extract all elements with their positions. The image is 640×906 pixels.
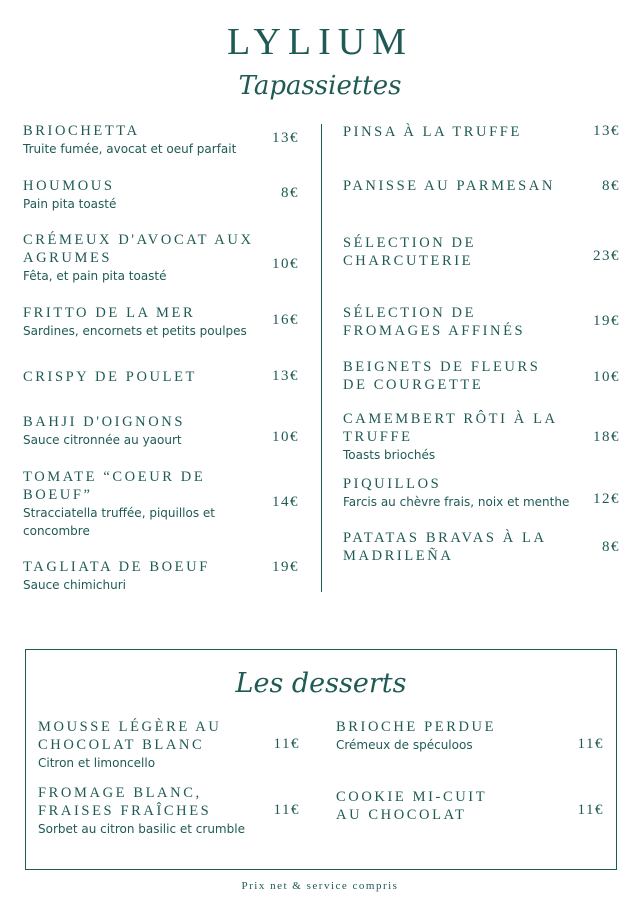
item-price: 19€ — [272, 559, 299, 575]
item-name: PINSA À LA TRUFFE — [343, 124, 522, 140]
menu-item-briochetta — [23, 122, 263, 158]
desserts-title: Les desserts — [235, 668, 407, 699]
item-price: 11€ — [273, 736, 300, 752]
item-name: TOMATE “COEUR DE BOEUF” — [23, 469, 206, 503]
item-description: Farcis au chèvre frais, noix et menthe — [343, 495, 570, 509]
menu-item-beignets — [343, 358, 563, 394]
item-name: CRÉMEUX D'AVOCAT AUX AGRUMES — [23, 232, 254, 266]
item-description: Pain pita toasté — [23, 197, 117, 211]
dessert-item-mousse — [38, 718, 263, 772]
item-price: 10€ — [593, 369, 620, 385]
menu-item-bahji — [23, 413, 263, 449]
item-name: CAMEMBERT RÔTI À LA TRUFFE — [343, 411, 557, 445]
item-description: Sorbet au citron basilic et crumble — [38, 822, 245, 836]
item-name: SÉLECTION DE FROMAGES AFFINÉS — [343, 305, 526, 339]
item-name: FRITTO DE LA MER — [23, 305, 196, 321]
menu-item-tomate — [23, 468, 238, 540]
item-description: Citron et limoncello — [38, 756, 156, 770]
item-description: Sauce chimichuri — [23, 578, 127, 592]
menu-item-camembert — [343, 410, 575, 464]
menu-item-charcuterie — [343, 234, 518, 270]
item-description: Sauce citronnée au yaourt — [23, 433, 182, 447]
menu-item-panisse — [343, 177, 581, 195]
footer-note: Prix net & service compris — [241, 880, 399, 892]
item-price: 8€ — [602, 178, 620, 194]
item-description: Sardines, encornets et petits poulpes — [23, 324, 247, 338]
item-price: 10€ — [272, 256, 299, 272]
menu-item-tagliata — [23, 558, 263, 594]
item-name: CRISPY DE POULET — [23, 369, 197, 385]
item-price: 11€ — [577, 802, 604, 818]
item-name: FROMAGE BLANC, FRAISES FRAÎCHES — [38, 785, 212, 819]
dessert-item-fromage-blanc — [38, 784, 263, 838]
column-divider — [321, 124, 322, 592]
item-description: Stracciatella truffée, piquillos et concombre — [23, 506, 215, 538]
restaurant-title: LYLIUM — [227, 21, 413, 63]
item-name: BRIOCHE PERDUE — [336, 719, 497, 735]
item-description: Fêta, et pain pita toasté — [23, 269, 167, 283]
item-price: 12€ — [593, 491, 620, 507]
item-name: PANISSE AU PARMESAN — [343, 178, 555, 194]
item-name: MOUSSE LÉGÈRE AU CHOCOLAT BLANC — [38, 719, 222, 753]
menu-item-patatas — [343, 529, 575, 565]
dessert-item-cookie — [336, 788, 516, 824]
dessert-item-brioche — [336, 718, 556, 754]
item-price: 13€ — [593, 123, 620, 139]
item-price: 23€ — [593, 248, 620, 264]
item-price: 8€ — [602, 539, 620, 555]
item-description: Crémeux de spéculoos — [336, 738, 473, 752]
item-name: TAGLIATA DE BOEUF — [23, 559, 210, 575]
item-name: COOKIE MI-CUIT AU CHOCOLAT — [336, 789, 487, 823]
menu-item-pinsa — [343, 123, 578, 141]
item-price: 14€ — [272, 494, 299, 510]
menu-item-cremeux-avocat — [23, 231, 278, 285]
menu-subtitle: Tapassiettes — [238, 71, 402, 101]
item-description: Toasts briochés — [343, 448, 436, 462]
menu-item-houmous — [23, 177, 263, 213]
item-name: SÉLECTION DE CHARCUTERIE — [343, 235, 477, 269]
item-price: 16€ — [272, 312, 299, 328]
item-price: 11€ — [577, 736, 604, 752]
menu-item-crispy — [23, 368, 263, 386]
item-name: PATATAS BRAVAS À LA MADRILEÑA — [343, 530, 546, 564]
item-name: BAHJI D'OIGNONS — [23, 414, 186, 430]
menu-item-fritto — [23, 304, 268, 340]
item-price: 19€ — [593, 313, 620, 329]
item-name: PIQUILLOS — [343, 476, 442, 492]
item-name: HOUMOUS — [23, 178, 115, 194]
menu-item-piquillos — [343, 475, 588, 511]
item-name: BEIGNETS DE FLEURS DE COURGETTE — [343, 359, 541, 393]
item-price: 13€ — [272, 130, 299, 146]
item-price: 10€ — [272, 429, 299, 445]
item-price: 13€ — [272, 368, 299, 384]
item-price: 18€ — [593, 429, 620, 445]
item-price: 11€ — [273, 802, 300, 818]
menu-item-fromages — [343, 304, 543, 340]
item-name: BRIOCHETTA — [23, 123, 140, 139]
item-price: 8€ — [281, 185, 299, 201]
item-description: Truite fumée, avocat et oeuf parfait — [23, 142, 237, 156]
